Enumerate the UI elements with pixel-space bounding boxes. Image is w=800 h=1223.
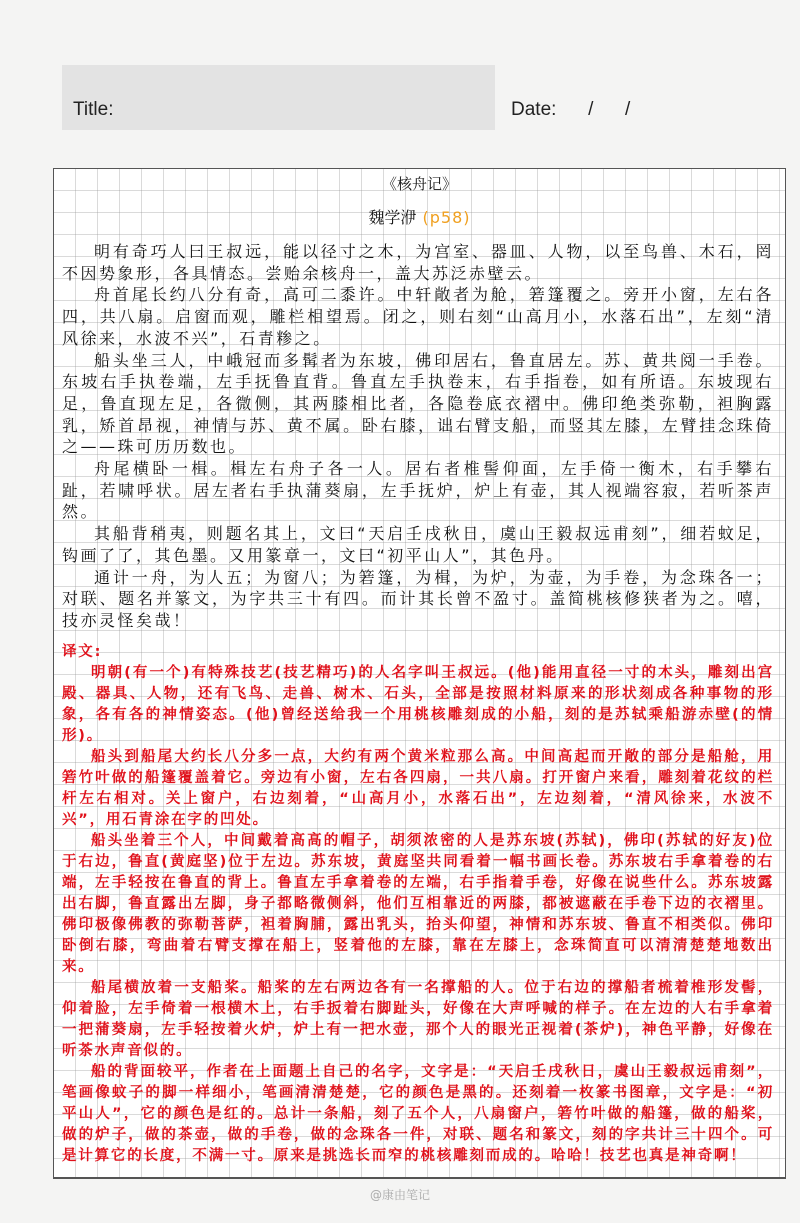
translation-paragraph: 船尾横放着一支船桨。船桨的左右两边各有一名撑船的人。位于右边的撑船者梳着椎形发髻，仰着脸，左手倚着一根横木上，右手扳着右脚趾头，好像在大声呼喊的样子。在左边的人右手拿着一把蒲葵扇，左手轻按着火炉，炉上有一把水壶，那个人的眼光正视着(茶炉)，神色平静，好像在听茶水声音似的。 xyxy=(62,979,774,1059)
original-text xyxy=(62,241,774,632)
translation-label: 译文: xyxy=(62,643,103,660)
paragraph: 舟首尾长约八分有奇，高可二黍许。中轩敞者为舱，箬篷覆之。旁开小窗，左右各四，共八扇。启窗而观，雕栏相望焉。闭之，则右刻“山高月小，水落石出”，左刻“清风徐来，水波不兴”，石青糁之。 xyxy=(62,285,774,348)
translation-paragraph: 船头到船尾大约长八分多一点，大约有两个黄米粒那么高。中间高起而开敞的部分是船舱，用箬竹叶做的船篷覆盖着它。旁边有小窗，左右各四扇，一共八扇。打开窗户来看，雕刻着花纹的栏杆左右相对。关上窗户，右边刻着，“山高月小，水落石出”，左边刻着，“清风徐来，水波不兴”，用石青涂在字的凹处。 xyxy=(62,748,774,828)
paragraph: 通计一舟，为人五；为窗八；为箬篷，为楫，为炉，为壶，为手卷，为念珠各一；对联、题名并篆文，为字共三十有四。而计其长曾不盈寸。盖简桃核修狭者为之。嘻，技亦灵怪矣哉！ xyxy=(62,567,774,630)
document-title: 《核舟记》 xyxy=(381,175,457,193)
watermark: @康由笔记 xyxy=(369,1187,430,1202)
paragraph: 明有奇巧人曰王叔远，能以径寸之木，为宫室、器皿、人物，以至鸟兽、木石，罔不因势象形，各具情态。尝贻余核舟一，盖大苏泛赤壁云。 xyxy=(62,242,774,283)
author-name: 魏学洢 xyxy=(368,208,417,227)
page-reference: (p58) xyxy=(422,208,471,227)
paragraph: 舟尾横卧一楫。楫左右舟子各一人。居右者椎髻仰面，左手倚一衡木，右手攀右趾，若啸呼状。居左者右手执蒲葵扇，左手抚炉，炉上有壶，其人视端容寂，若听茶声然。 xyxy=(62,459,774,522)
grid-paper-page xyxy=(53,168,786,1179)
author-line xyxy=(62,207,777,229)
translation-paragraph: 船头坐着三个人，中间戴着高高的帽子，胡须浓密的人是苏东坡(苏轼)，佛印(苏轼的好友)位于右边，鲁直(黄庭坚)位于左边。苏东坡，黄庭坚共同看着一幅书画长卷。苏东坡右手拿着卷的右端，左手轻按在鲁直的背上。鲁直左手拿着卷的左端，右手指着手卷，好像在说些什么。苏东坡露出右脚，鲁直露出左脚，身子都略微侧斜，他们互相靠近的两膝，都被遮蔽在手卷下边的衣褶里。佛印极像佛教的弥勒菩萨，袒着胸脯，露出乳头，抬头仰望，神情和苏东坡、鲁直不相类似。佛印卧倒右膝，弯曲着右臂支撑在船上，竖着他的左膝，靠在左膝上，念珠简直可以清清楚楚地数出来。 xyxy=(62,832,774,975)
paragraph: 船头坐三人，中峨冠而多髯者为东坡，佛印居右，鲁直居左。苏、黄共阅一手卷。东坡右手执卷端，左手抚鲁直背。鲁直左手执卷末，右手指卷，如有所语。东坡现右足，鲁直现左足，各微侧，其两膝相比者，各隐卷底衣褶中。佛印绝类弥勒，袒胸露乳，矫首昂视，神情与苏、黄不属。卧右膝，诎右臂支船，而竖其左膝，左臂挂念珠倚之——珠可历历数也。 xyxy=(62,350,774,457)
paragraph: 其船背稍夷，则题名其上，文曰“天启壬戌秋日，虞山王毅叔远甫刻”，细若蚊足，钩画了了，其色墨。又用篆章一，文曰“初平山人”，其色丹。 xyxy=(62,524,774,565)
translation-paragraph: 船的背面较平，作者在上面题上自己的名字，文字是：“天启壬戌秋日，虞山王毅叔远甫刻”，笔画像蚊子的脚一样细小，笔画清清楚楚，它的颜色是黑的。还刻着一枚篆书图章，文字是：“初平山人”，它的颜色是红的。总计一条船，刻了五个人，八扇窗户，箬竹叶做的船篷，做的船桨，做的炉子，做的茶壶，做的手卷，做的念珠各一件，对联、题名和篆文，刻的字共计三十四个。可是计算它的长度，不满一寸。原来是挑选长而窄的桃核雕刻而成的。哈哈！技艺也真是神奇啊！ xyxy=(62,1063,774,1164)
header-title-box xyxy=(62,65,495,130)
date-label: Date: / / xyxy=(511,99,631,120)
title-label: Title: xyxy=(73,99,114,120)
translation-text xyxy=(62,642,774,1167)
translation-paragraph: 明朝(有一个)有特殊技艺(技艺精巧)的人名字叫王叔远。(他)能用直径一寸的木头，雕刻出宫殿、器具、人物，还有飞鸟、走兽、树木、石头，全部是按照材料原来的形状刻成各种事物的形象，各有各的神情姿态。(他)曾经送给我一个用桃核雕刻成的小船，刻的是苏轼乘船游赤壁(的情形)。 xyxy=(62,664,774,744)
